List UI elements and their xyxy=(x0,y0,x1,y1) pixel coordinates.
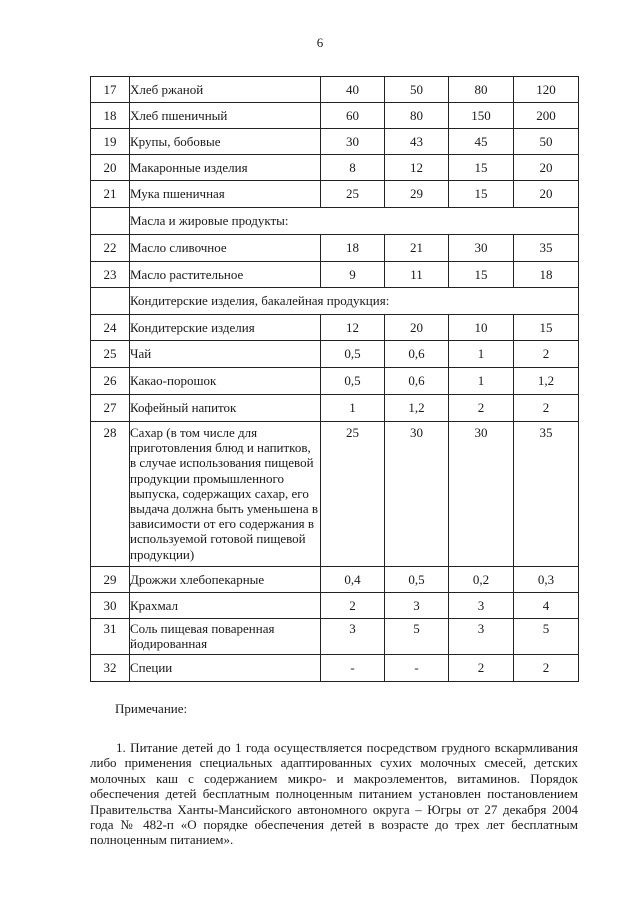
norm-value: 30 xyxy=(449,235,514,262)
page-number: 6 xyxy=(316,35,324,50)
norm-value: 60 xyxy=(321,103,385,129)
norm-value: 30 xyxy=(449,422,514,567)
product-name: Масло растительное xyxy=(130,262,321,288)
norm-value: 2 xyxy=(514,341,579,368)
norm-value: 15 xyxy=(449,155,514,181)
norm-value: 15 xyxy=(449,262,514,288)
product-name: Чай xyxy=(130,341,321,368)
norm-value: 2 xyxy=(449,395,514,422)
row-number: 31 xyxy=(91,619,130,655)
norm-value: 15 xyxy=(514,315,579,341)
row-number: 32 xyxy=(91,655,130,682)
row-number: 17 xyxy=(91,77,130,103)
product-name: Хлеб пшеничный xyxy=(130,103,321,129)
norm-value: 0,5 xyxy=(321,341,385,368)
row-number: 30 xyxy=(91,593,130,619)
section-empty-cell xyxy=(91,288,130,315)
row-number: 20 xyxy=(91,155,130,181)
table-row xyxy=(91,103,579,129)
table-row xyxy=(91,368,579,395)
norm-value: 120 xyxy=(514,77,579,103)
norm-value: 29 xyxy=(385,181,449,208)
norm-value: 0,3 xyxy=(514,567,579,593)
norm-value: 1,2 xyxy=(514,368,579,395)
norm-value: 10 xyxy=(449,315,514,341)
norm-value: 9 xyxy=(321,262,385,288)
norm-value: 1,2 xyxy=(385,395,449,422)
norm-value: 20 xyxy=(514,181,579,208)
norm-value: 25 xyxy=(321,422,385,567)
product-name: Кондитерские изделия xyxy=(130,315,321,341)
norm-value: 5 xyxy=(385,619,449,655)
norm-value: 1 xyxy=(449,368,514,395)
table-row xyxy=(91,181,579,208)
table-row xyxy=(91,262,579,288)
table-row xyxy=(91,235,579,262)
norm-value: 1 xyxy=(449,341,514,368)
section-title: Кондитерские изделия, бакалейная продукция: xyxy=(130,288,579,315)
norm-value: 3 xyxy=(449,593,514,619)
norm-value: 40 xyxy=(321,77,385,103)
norm-value: 4 xyxy=(514,593,579,619)
note-heading: Примечание: xyxy=(115,701,188,716)
row-number: 19 xyxy=(91,129,130,155)
product-name: Соль пищевая поваренная йодированная xyxy=(130,619,321,655)
norm-value: 30 xyxy=(321,129,385,155)
norm-value: 50 xyxy=(514,129,579,155)
norm-value: 0,4 xyxy=(321,567,385,593)
product-name: Сахар (в том числе для приготовления блюд и напитков, в случае использования пищевой продукции промышленного выпуска, содержащих сахар, его выдача должна быть уменьшена в зависимости от его содержания в используемой готовой пищевой продукции) xyxy=(130,422,321,567)
table-row xyxy=(91,567,579,593)
norm-value: 2 xyxy=(449,655,514,682)
table-section-row xyxy=(91,288,579,315)
row-number: 28 xyxy=(91,422,130,567)
norm-value: 35 xyxy=(514,235,579,262)
food-norms-table xyxy=(90,76,579,682)
row-number: 27 xyxy=(91,395,130,422)
norm-value: 200 xyxy=(514,103,579,129)
row-number: 21 xyxy=(91,181,130,208)
row-number: 22 xyxy=(91,235,130,262)
norm-value: 12 xyxy=(385,155,449,181)
norm-value: 45 xyxy=(449,129,514,155)
norm-value: 8 xyxy=(321,155,385,181)
row-number: 26 xyxy=(91,368,130,395)
product-name: Специи xyxy=(130,655,321,682)
norm-value: 43 xyxy=(385,129,449,155)
table-row xyxy=(91,593,579,619)
norm-value: 1 xyxy=(321,395,385,422)
norm-value: 2 xyxy=(514,395,579,422)
norm-value: - xyxy=(385,655,449,682)
table-row xyxy=(91,77,579,103)
row-number: 23 xyxy=(91,262,130,288)
norm-value: 20 xyxy=(385,315,449,341)
section-empty-cell xyxy=(91,208,130,235)
product-name: Крахмал xyxy=(130,593,321,619)
norm-value: 3 xyxy=(449,619,514,655)
row-number: 24 xyxy=(91,315,130,341)
norm-value: 150 xyxy=(449,103,514,129)
table-row xyxy=(91,129,579,155)
norm-value: 0,6 xyxy=(385,341,449,368)
product-name: Макаронные изделия xyxy=(130,155,321,181)
table-row xyxy=(91,655,579,682)
norm-value: 11 xyxy=(385,262,449,288)
norm-value: 3 xyxy=(385,593,449,619)
norm-value: 35 xyxy=(514,422,579,567)
table-section-row xyxy=(91,208,579,235)
table-row xyxy=(91,155,579,181)
row-number: 29 xyxy=(91,567,130,593)
table-row xyxy=(91,341,579,368)
table-row xyxy=(91,315,579,341)
table-row xyxy=(91,395,579,422)
norm-value: 50 xyxy=(385,77,449,103)
norm-value: - xyxy=(321,655,385,682)
norm-value: 80 xyxy=(449,77,514,103)
norm-value: 80 xyxy=(385,103,449,129)
table-row xyxy=(91,619,579,655)
product-name: Дрожжи хлебопекарные xyxy=(130,567,321,593)
product-name: Какао-порошок xyxy=(130,368,321,395)
norm-value: 25 xyxy=(321,181,385,208)
section-title: Масла и жировые продукты: xyxy=(130,208,579,235)
note-text: 1. Питание детей до 1 года осуществляется посредством грудного вскармливания либо применения специальных адаптированных сухих молочных смесей, детских молочных каш с содержанием микро- и макроэлементов, витаминов. Порядок обеспечения детей бесплатным полноценным питанием установлен постановлением Правительства Ханты-Мансийского автономного округа – Югры от 27 декабря 2004 года № 482-п «О порядке обеспечения детей в возрасте до трех лет бесплатным полноценным питанием». xyxy=(90,740,578,848)
norm-value: 3 xyxy=(321,619,385,655)
row-number: 25 xyxy=(91,341,130,368)
norm-value: 5 xyxy=(514,619,579,655)
table-row xyxy=(91,422,579,567)
norm-value: 2 xyxy=(321,593,385,619)
norm-value: 0,6 xyxy=(385,368,449,395)
norm-value: 0,2 xyxy=(449,567,514,593)
row-number: 18 xyxy=(91,103,130,129)
product-name: Хлеб ржаной xyxy=(130,77,321,103)
product-name: Мука пшеничная xyxy=(130,181,321,208)
norm-value: 20 xyxy=(514,155,579,181)
norm-value: 12 xyxy=(321,315,385,341)
norm-value: 30 xyxy=(385,422,449,567)
product-name: Кофейный напиток xyxy=(130,395,321,422)
norm-value: 0,5 xyxy=(321,368,385,395)
product-name: Масло сливочное xyxy=(130,235,321,262)
norm-value: 18 xyxy=(321,235,385,262)
norm-value: 18 xyxy=(514,262,579,288)
norm-value: 15 xyxy=(449,181,514,208)
norm-value: 2 xyxy=(514,655,579,682)
norm-value: 0,5 xyxy=(385,567,449,593)
product-name: Крупы, бобовые xyxy=(130,129,321,155)
norm-value: 21 xyxy=(385,235,449,262)
